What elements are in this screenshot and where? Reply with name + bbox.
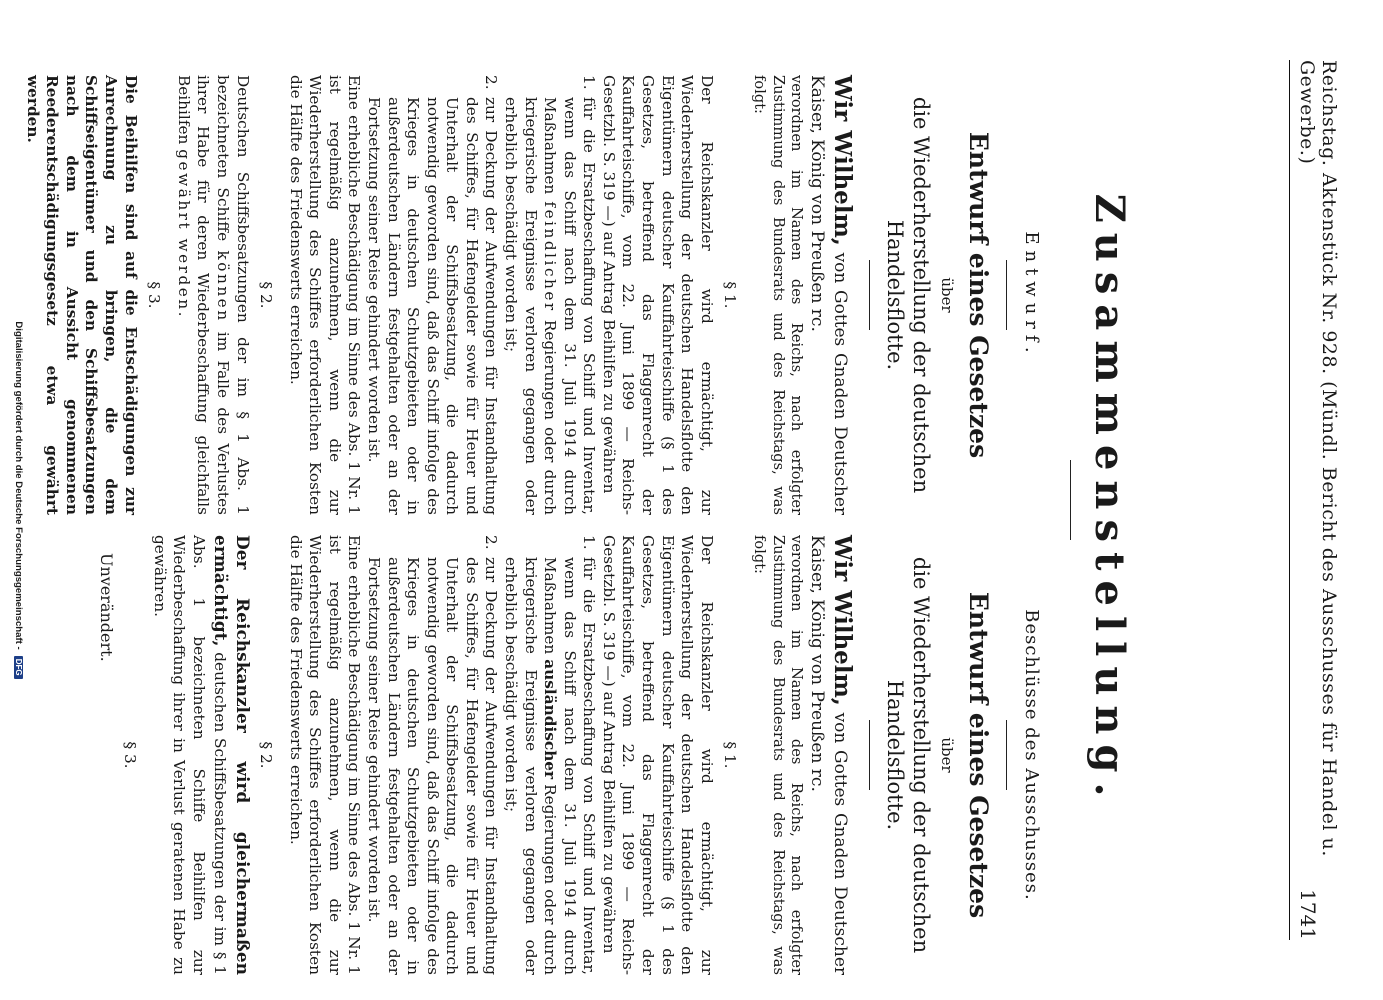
column-draft [22, 75, 1043, 515]
digitization-credit [13, 120, 24, 880]
preamble-title: von Gottes Gnaden Deutscher Kaiser, König von Preußen rc. [807, 75, 850, 516]
list-item [363, 75, 500, 515]
list-number: 1. [580, 75, 599, 90]
section-1-heading: § 1. [721, 741, 740, 769]
section-1-text: Der Reichskanzler wird ermächtigt, zur Wiederherstellung der deutschen Handelsflotte den Eigentümern deutscher Kauffahrteischiffe (§ 1 des Gesetzes, betreffend das Flaggenrecht der Kauffahrteischiffe, vom 22. Juni 1899 — Reichs-Gesetzbl. S. 319 —) auf Antrag Beihilfen zu gewähren [599, 75, 716, 515]
page-number: 1741 [1296, 889, 1320, 940]
list-number: 2. [482, 75, 501, 90]
section-2-text [173, 75, 251, 515]
section-1-list [363, 535, 598, 975]
law-subject: die Wiederherstellung der deutschen Handelsflotte. [883, 556, 933, 954]
list-item [500, 535, 598, 975]
law-title: Entwurf eines Gesetzes [964, 591, 993, 919]
list-number: 1. [580, 535, 599, 550]
list-item [500, 75, 598, 515]
section-2-text [149, 535, 251, 975]
page-header [1289, 60, 1340, 940]
list-number: 2. [482, 535, 501, 550]
list-item [363, 535, 500, 975]
page-title: Zusammenstellung. [1086, 193, 1133, 807]
column-heading: Beschlüsse des Ausschusses. [1021, 609, 1042, 901]
law-title: Entwurf eines Gesetzes [964, 131, 993, 459]
emphasis-text: feindlicher [541, 201, 560, 313]
section-3-text: Unverändert. [96, 553, 116, 662]
divider [1006, 260, 1007, 330]
preamble-emperor: Wir Wilhelm, [828, 535, 856, 706]
law-subject: die Wiederherstellung der deutschen Handelsflotte. [883, 96, 933, 494]
list-text: für die Ersatzbeschaffung von Schiff und Inventar, wenn das Schiff nach dem 31. Juli 1914 durch Maßnahmen [541, 97, 599, 515]
list-text: zur Deckung der Aufwendungen für Instandhaltung des Schiffes, für Hafengelder sowie für Heuer und Unterhalt der Schiffsbesatzung, die dadurch notwendig geworden sind, daß das Schiff infolge des Krieges in deutschen Schutzgebieten oder in außerdeutschen Ländern festgehalten oder an der Fortsetzung seiner Reise gehindert worden ist. [364, 97, 501, 515]
title-divider [1070, 460, 1071, 540]
section-2-heading: § 2. [257, 741, 276, 769]
section-1-list [363, 75, 598, 515]
section-1-paragraph-2: Eine erhebliche Beschädigung im Sinne des Abs. 1 Nr. 1 ist regelmäßig anzunehmen, wenn die zur Wiederherstellung des Schiffes erforderlichen Kosten die Hälfte des Friedenswerts erreichen. [286, 535, 364, 975]
list-text: Regierungen oder durch kriegerische Ereignisse verloren gegangen oder erheblich beschädigt worden ist; [502, 557, 560, 975]
divider [1006, 720, 1007, 790]
section-3-text: Die Beihilfen sind auf die Entschädigungen zur Anrechnung zu bringen, die dem Schiffseigentümer und den Schiffsbesatzungen nach dem in Aussicht genommenen Reederentschädigungsgesetz etwa gewährt werden. [23, 75, 140, 515]
list-text: zur Deckung der Aufwendungen für Instandhaltung des Schiffes, für Hafengelder sowie für Heuer und Unterhalt der Schiffsbesatzung, die dadurch notwendig geworden sind, daß das Schiff infolge des Krieges in deutschen Schutzgebieten oder in außerdeutschen Ländern festgehalten oder an der Fortsetzung seiner Reise gehindert worden ist. [364, 557, 501, 975]
dfg-logo: DFG [14, 656, 23, 679]
preamble-title: von Gottes Gnaden Deutscher Kaiser, König von Preußen rc. [807, 535, 850, 976]
section-1-text: Der Reichskanzler wird ermächtigt, zur Wiederherstellung der deutschen Handelsflotte den Eigentümern deutscher Kauffahrteischiffe (§ 1 des Gesetzes, betreffend das Flaggenrecht der Kauffahrteischiffe, vom 22. Juni 1899 — Reichs-Gesetzbl. S. 319 —) auf Antrag Beihilfen zu gewähren [599, 535, 716, 975]
law-ueber: über [938, 737, 956, 773]
column-heading: Entwurf. [1021, 231, 1042, 359]
credit-text: Digitalisierung gefördert durch die Deutsche Forschungsgemeinschaft - [13, 321, 24, 650]
list-text: für die Ersatzbeschaffung von Schiff und Inventar, wenn das Schiff nach dem 31. Juli 1914 durch Maßnahmen [541, 557, 599, 975]
section-2-text-a: Deutschen Schiffsbesatzungen der im § 1 Abs. 1 bezeichneten Schiffe [213, 75, 252, 515]
preamble [805, 535, 856, 975]
section-2-text-b: deutschen Schiffsbesatzungen der im § 1 Abs. 1 bezeichneten Schiffe Beihilfen zur Wiederbeschaffung ihrer in Verlust geratenen Habe zu gewähren. [150, 535, 229, 975]
emphasis-text: Der Reichskanzler wird gleichermaßen ermächtigt, [209, 535, 252, 975]
section-3-heading: § 3. [121, 741, 140, 769]
column-committee [95, 535, 1043, 975]
section-1-heading: § 1. [721, 281, 740, 309]
preamble [805, 75, 856, 515]
enactment-clause: verordnen im Namen des Reichs, nach erfolgter Zustimmung des Bundesrats und des Reichstags, was folgt: [751, 75, 806, 515]
preamble-emperor: Wir Wilhelm, [828, 75, 856, 246]
divider [869, 720, 870, 790]
emphasis-text: ausländischer [541, 659, 560, 780]
emphasis-text: können [213, 250, 232, 323]
divider [869, 260, 870, 330]
header-text: Reichstag. Aktenstück Nr. 928. (Mündl. Bericht des Ausschusses für Handel u. Gewerbe.) [1296, 60, 1340, 857]
list-text: Regierungen oder durch kriegerische Ereignisse verloren gegangen oder erheblich beschädigt worden ist; [502, 97, 560, 515]
section-2-text-b: im Falle des Verlustes ihrer Habe für deren Wiederbeschaffung gleichfalls Beihilfen [174, 75, 232, 515]
enactment-clause: verordnen im Namen des Reichs, nach erfolgter Zustimmung des Bundesrats und des Reichstags, was folgt: [751, 535, 806, 975]
section-3-heading: § 3. [145, 281, 164, 309]
law-ueber: über [938, 277, 956, 313]
emphasis-text: gewährt werden. [174, 149, 193, 320]
section-2-heading: § 2. [257, 281, 276, 309]
section-1-paragraph-2: Eine erhebliche Beschädigung im Sinne des Abs. 1 Nr. 1 ist regelmäßig anzunehmen, wenn die zur Wiederherstellung des Schiffes erforderlichen Kosten die Hälfte des Friedenswerts erreichen. [286, 75, 364, 515]
